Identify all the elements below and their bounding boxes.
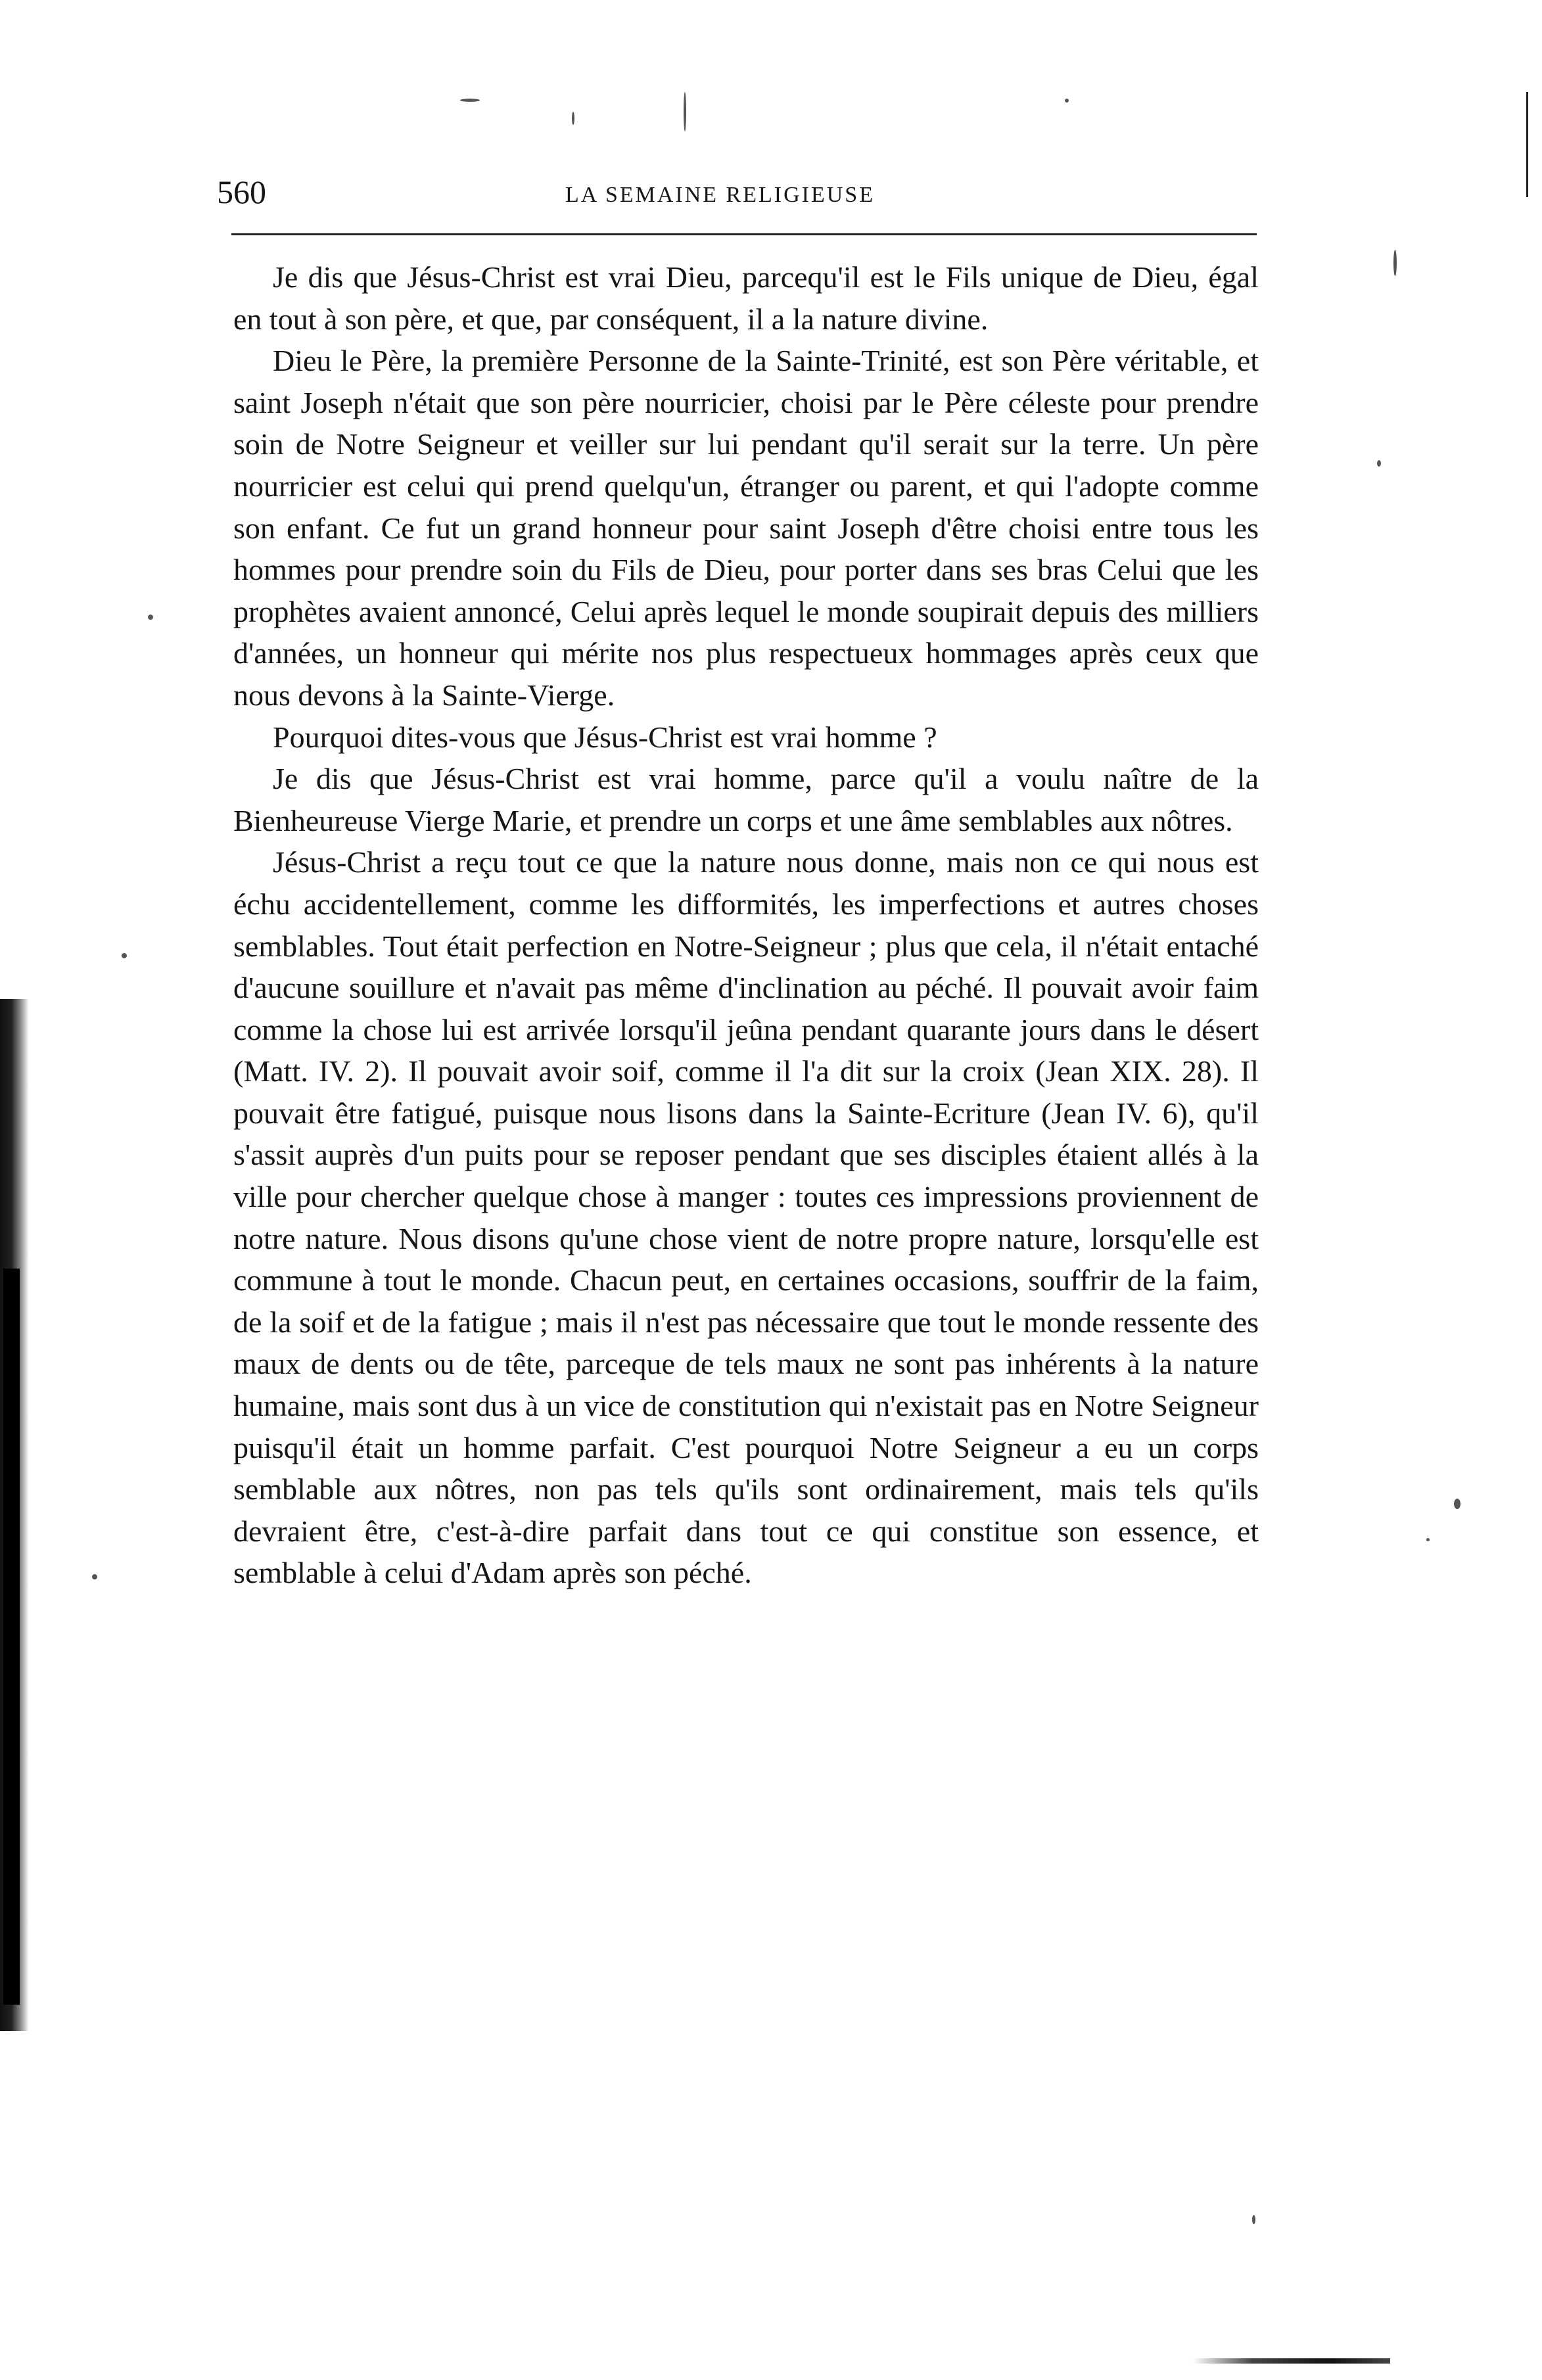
paragraph-answer-humanity: Je dis que Jésus-Christ est vrai homme, parce qu'il a voulu naître de la Bienheureuse Vierge Marie, et prendre un corps et une âme semblables aux nôtres.	[233, 762, 1259, 837]
scan-speck	[1377, 460, 1381, 467]
paragraph-question-humanity: Pourquoi dites-vous que Jésus-Christ est vrai homme ?	[273, 720, 937, 754]
scan-speck	[148, 615, 153, 620]
scan-edge-mark	[1526, 92, 1528, 197]
paragraph-human-nature: Jésus-Christ a reçu tout ce que la nature nous donne, mais non ce qui nous est échu accidentellement, comme les difformités, les imperfections et autres choses semblables. Tout était perfection en Notre-Seigneur ; plus que cela, il n'était entaché d'aucune souillure et n'avait pas même d'inclination au péché. Il pouvait avoir faim comme la chose lui est arrivée lorsqu'il jeûna pendant quarante jours dans le désert (Matt. IV. 2). Il pouvait avoir soif, comme il l'a dit sur la croix (Jean XIX. 28). Il pouvait être fatigué, puisque nous lisons dans la Sainte-Ecriture (Jean IV. 6), qu'il s'assit auprès d'un puits pour se reposer pendant que ses disciples étaient allés à la ville pour chercher quelque chose à manger : toutes ces impressions proviennent de notre nature. Nous disons qu'une chose vient de notre propre nature, lorsqu'elle est commune à tout le monde. Chacun peut, en certaines occasions, souffrir de la faim, de la soif et de la fatigue ; mais il n'est pas nécessaire que tout le monde ressente des maux de dents ou de tête, parceque de tels maux ne sont pas inhérents à la nature humaine, mais sont dus à un vice de constitution qui n'existait pas en Notre Seigneur puisqu'il était un homme parfait. C'est pourquoi Notre Seigneur a eu un corps semblable aux nôtres, non pas tels qu'ils sont ordinairement, mais tels qu'ils devraient être, c'est-à-dire parfait dans tout ce qui constitue son essence, et semblable à celui d'Adam après son péché.	[233, 845, 1259, 1590]
scan-speck	[1454, 1499, 1460, 1509]
header-rule	[231, 233, 1257, 235]
scan-speck	[1426, 1538, 1430, 1541]
scan-speck	[460, 99, 480, 102]
page-header	[217, 172, 1262, 218]
scan-speck	[1252, 2215, 1255, 2224]
scan-speck	[92, 1574, 97, 1579]
scan-speck	[1393, 250, 1397, 276]
scan-speck	[572, 112, 574, 125]
body-text	[233, 256, 1259, 1594]
page-number: 560	[217, 174, 266, 210]
scan-bottom-mark	[1193, 2358, 1390, 2364]
scan-speck	[684, 92, 686, 131]
paragraph-saint-joseph: Dieu le Père, la première Personne de la Sainte-Trinité, est son Père véritable, et saint Joseph n'était que son père nourricier, choisi par le Père céleste pour prendre soin de Notre Seigneur et veiller sur lui pendant qu'il serait sur la terre. Un père nourricier est celui qui prend quelqu'un, étranger ou parent, et qui l'adopte comme son enfant. Ce fut un grand honneur pour saint Joseph d'être choisi entre tous les hommes pour prendre soin du Fils de Dieu, pour porter dans ses bras Celui que les prophètes avaient annoncé, Celui après lequel le monde soupirait depuis des milliers d'années, un honneur qui mérite nos plus respectueux hommages après ceux que nous devons à la Sainte-Vierge.	[233, 344, 1259, 712]
scan-speck	[1065, 99, 1069, 103]
running-head: LA SEMAINE RELIGIEUSE	[565, 183, 875, 207]
scan-speck	[122, 953, 127, 958]
paragraph-answer-divinity: Je dis que Jésus-Christ est vrai Dieu, parcequ'il est le Fils unique de Dieu, égal en tout à son père, et que, par conséquent, il a la nature divine.	[233, 260, 1259, 336]
scan-binding-dark	[3, 1269, 20, 2005]
